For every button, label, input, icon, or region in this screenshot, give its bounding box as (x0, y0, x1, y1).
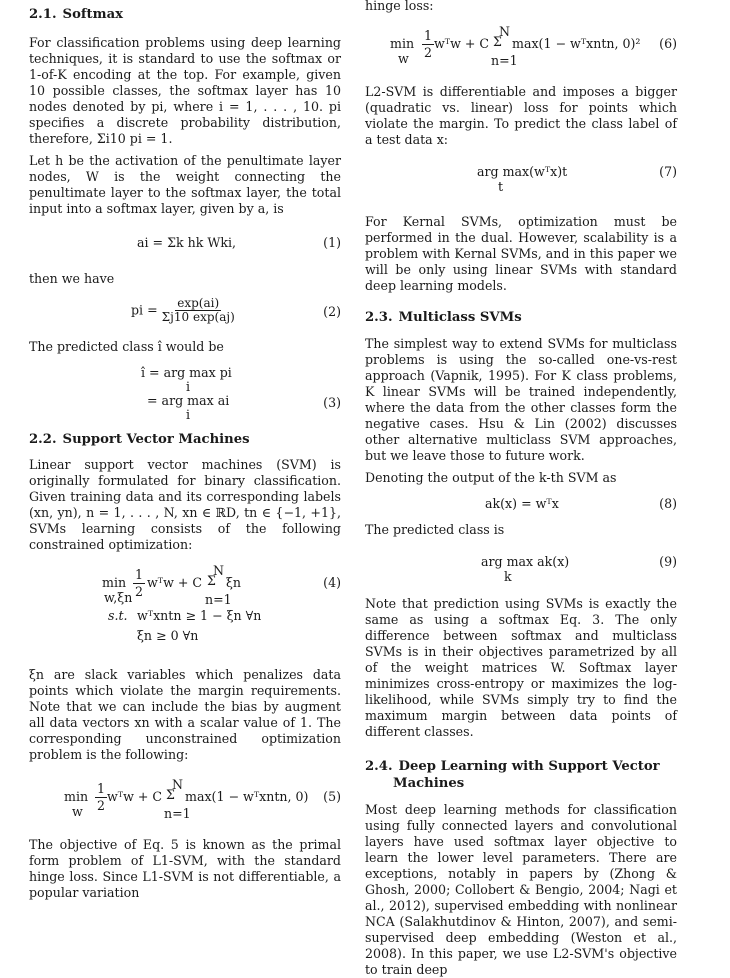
right-column (365, 0, 677, 978)
equation-7: arg max(wᵀx)t t (7) (477, 164, 677, 194)
section-heading-softmax: 2.1. Softmax (29, 7, 123, 22)
paragraph: then we have (29, 271, 115, 286)
section-heading-deep-svm: 2.4. Deep Learning with Support Vector Machines (365, 759, 660, 791)
paragraph: Most deep learning methods for classification using fully connected layers and convolutional layers have used softmax layer objective to learn the lower level parameters. There are exceptions, notably in papers by (Zhong & Ghosh, 2000; Collobert & Bengio, 2004; Nagi et al., 2012), supervised embedding with nonlinear NCA (Salakhutdinov & Hinton, 2007), and semi-supervised deep embedding (Weston et al., 2008). In this paper, we use L2-SVM's objective to train deep (365, 802, 677, 977)
paragraph: For Kernal SVMs, optimization must be performed in the dual. However, scalability is a problem with Kernal SVMs, and in this paper we will be only using linear SVMs with standard deep learning models. (365, 214, 677, 293)
paragraph: Linear support vector machines (SVM) is originally formulated for binary classification. Given training data and its corresponding labels (xn, yn), n = 1, . . . , N, xn ∈ ℝD, tn ∈ {−1, +1}, SVMs learning consists of the following constrained optimization: (29, 457, 341, 552)
equation-6: min w $\frac{1}{2}$ wᵀw + C N Σ n=1 max(1 − wᵀxntn, 0)² (6) (390, 24, 677, 68)
section-heading-svm: 2.2. Support Vector Machines (29, 432, 250, 447)
paragraph: The predicted class is (365, 522, 505, 537)
paragraph: The predicted class î would be (29, 339, 224, 354)
paragraph: Denoting the output of the k-th SVM as (365, 470, 617, 485)
equation-5: min w $\frac{1}{2}$ wᵀw + C N Σ n=1 max(1 − wᵀxntn, 0) (5) (64, 777, 341, 821)
equation-3: î = arg max pi i = arg max ai i (3) (141, 365, 341, 422)
paragraph: L2-SVM is differentiable and imposes a bigger (quadratic vs. linear) loss for points which violate the margin. To predict the class label of a test data x: (365, 84, 677, 147)
equation-2: pi = $\frac{\exp(ai)}{\Sigma j10 \exp(aj)}$ (2) (131, 296, 341, 324)
equation-4: min w,ξn $\frac{1}{2}$ wᵀw + C N Σ n=1 ξn (4) s.t. wᵀxntn ≥ 1 − ξn ∀n ξn ≥ 0 ∀n (102, 563, 341, 643)
paragraph: The objective of Eq. 5 is known as the primal form problem of L1-SVM, with the standard hinge loss. Since L1-SVM is not differentiable, a popular variation (29, 837, 341, 900)
equation-8: ak(x) = wᵀx (8) (485, 496, 677, 511)
paragraph: Note that prediction using SVMs is exactly the same as using a softmax Eq. 3. The only difference between softmax and multiclass SVMs is in their objectives parametrized by all of the weight matrices W. Softmax layer minimizes cross-entropy or maximizes the log-likelihood, while SVMs simply try to find the maximum margin between data points of different classes. (365, 596, 677, 739)
equation-1: ai = Σk hk Wki, (1) (137, 235, 341, 250)
equation-9: arg max ak(x) k (9) (481, 554, 677, 584)
section-heading-multiclass: 2.3. Multiclass SVMs (365, 310, 522, 325)
paragraph: ξn are slack variables which penalizes data points which violate the margin requirements. Note that we can include the bias by augment all data vectors xn with a scalar value of 1. The corresponding unconstrained optimization problem is the following: (29, 667, 341, 762)
paragraph: Let h be the activation of the penultimate layer nodes, W is the weight connecting the penultimate layer to the softmax layer, the total input into a softmax layer, given by a, is (29, 153, 341, 216)
paragraph: The simplest way to extend SVMs for multiclass problems is using the so-called one-vs-rest approach (Vapnik, 1995). For K class problems, K linear SVMs will be trained independently, where the data from the other classes form the negative cases. Hsu & Lin (2002) discusses other alternative multiclass SVM approaches, but we leave those to future work. (365, 336, 677, 463)
left-column (29, 0, 341, 901)
paragraph: For classification problems using deep learning techniques, it is standard to use the softmax or 1-of-K encoding at the top. For example, given 10 possible classes, the softmax layer has 10 nodes denoted by pi, where i = 1, . . . , 10. pi specifies a discrete probability distribution, therefore, Σi10 pi = 1. (29, 35, 341, 146)
paragraph: hinge loss: (365, 0, 434, 13)
